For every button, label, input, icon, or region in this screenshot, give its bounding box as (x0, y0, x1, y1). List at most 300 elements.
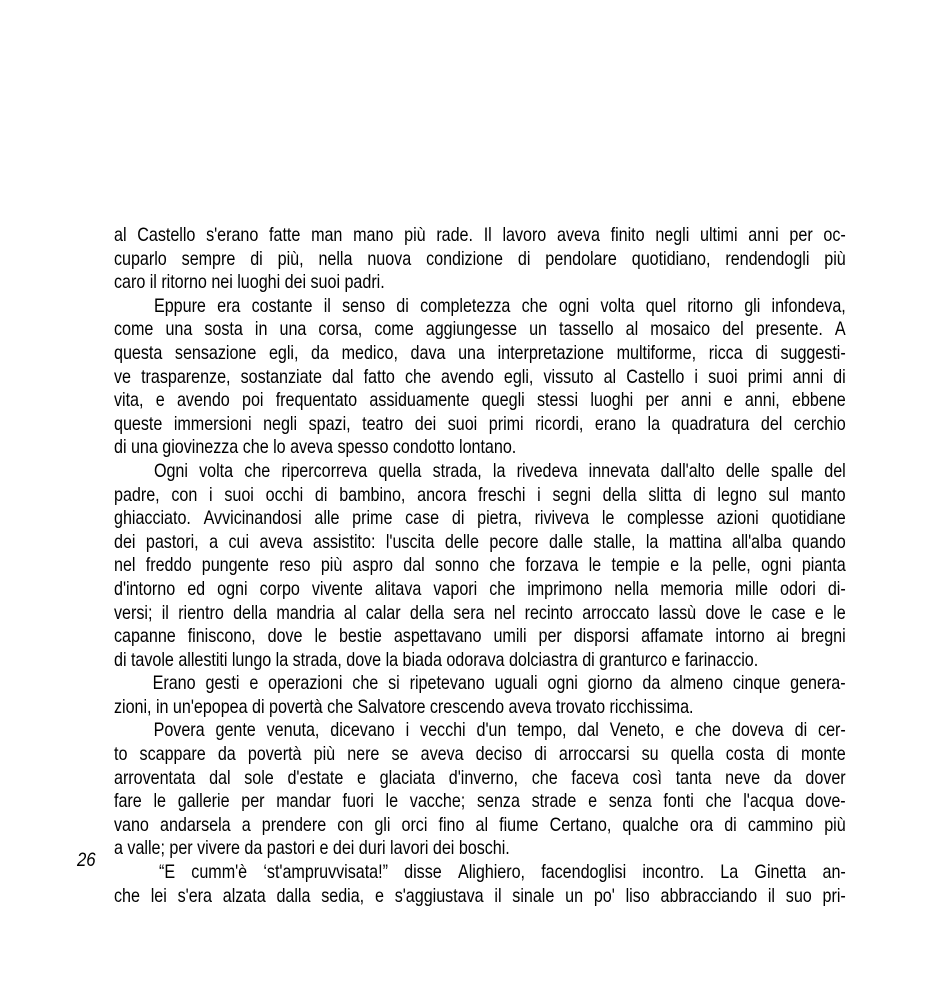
word: imprimono (527, 578, 603, 600)
word: d'estate (287, 767, 344, 789)
word: gli (744, 295, 761, 317)
word: reso (279, 555, 311, 577)
word: se (391, 744, 409, 766)
word: per (538, 626, 562, 648)
word: faceva (571, 767, 619, 789)
word: alle (314, 508, 340, 530)
word: genera- (790, 673, 846, 695)
word: primi (488, 413, 524, 435)
word: strada, (432, 460, 482, 482)
word: Castello (626, 366, 685, 388)
word: Erano (152, 673, 196, 695)
word: bregni (800, 626, 846, 648)
word: che (705, 791, 732, 813)
word: ora (689, 814, 714, 836)
word: che (489, 578, 516, 600)
word: la (492, 460, 506, 482)
word: di (724, 814, 737, 836)
paragraph (114, 460, 846, 672)
word: spazi, (308, 413, 351, 435)
word: più (824, 248, 846, 270)
word: quella (670, 744, 714, 766)
word: anni, (744, 390, 780, 412)
word: dal (209, 767, 231, 789)
body-text-column (114, 224, 846, 908)
word: sera (453, 602, 485, 624)
word: pietra, (477, 508, 522, 530)
paragraph (114, 672, 846, 719)
word: aspettavano (393, 626, 482, 648)
word: Veneto, (609, 720, 665, 742)
word: le (601, 508, 615, 530)
word: e (675, 720, 685, 742)
word: vacche; (409, 791, 466, 813)
word: sinale (512, 885, 555, 907)
word: s'aggiustava (394, 885, 484, 907)
word: ogni (547, 673, 578, 695)
word: una (165, 319, 193, 341)
word: vano (114, 814, 149, 836)
word: al (114, 225, 127, 246)
word: aveva (259, 531, 303, 553)
word: di (534, 744, 547, 766)
word: che (695, 720, 721, 742)
word: la (689, 555, 702, 577)
word: con (171, 484, 198, 506)
paragraph-indent (114, 861, 143, 885)
word: fare (114, 791, 142, 813)
word: intorno (715, 626, 765, 648)
word: cuparlo (114, 248, 167, 270)
text-line (114, 413, 846, 437)
word: to (114, 744, 128, 766)
word: ritorno (687, 295, 733, 317)
text-line (114, 625, 846, 649)
word: azioni (716, 508, 759, 530)
word: cammino (747, 814, 814, 836)
word: fatte (269, 225, 301, 246)
text-line (114, 837, 846, 861)
line-text: di tavole allestiti lungo la strada, dove la biada odorava dolciastra di granturco e farinaccio. (114, 649, 759, 671)
word: costante (251, 295, 313, 317)
word: del (760, 413, 783, 435)
word: di (517, 248, 531, 270)
word: prime (352, 508, 393, 530)
word: multiforme, (616, 342, 697, 364)
word: di (693, 484, 706, 506)
word: anni (748, 225, 779, 246)
word: ripetevano (409, 673, 485, 695)
word: nere (347, 744, 380, 766)
word: bestie (338, 626, 382, 648)
word: incontro. (642, 862, 705, 884)
word: che (352, 673, 379, 695)
word: avendo (176, 390, 230, 412)
word: sempre (181, 248, 236, 270)
word: sul (768, 484, 790, 506)
word: dove- (805, 791, 846, 813)
word: cerchio (793, 413, 846, 435)
text-line (114, 271, 846, 295)
word: ogni (217, 578, 248, 600)
word: dall'alto (660, 460, 715, 482)
word: al (343, 602, 357, 624)
word: negli (263, 413, 298, 435)
word: trasparenze, (141, 366, 231, 388)
word: dover (805, 767, 846, 789)
word: di (250, 248, 263, 270)
word: freddo (145, 555, 192, 577)
word: fuori (342, 791, 374, 813)
word: e (723, 390, 733, 412)
word: alitava (374, 578, 422, 600)
word: delle (725, 460, 760, 482)
word: senza (476, 791, 520, 813)
word: disporsi (573, 626, 630, 648)
text-line (114, 743, 846, 767)
word: di (755, 342, 768, 364)
paragraph (114, 719, 846, 861)
word: fonti (663, 791, 694, 813)
word: assiduamente (369, 390, 470, 412)
word: quella (378, 460, 422, 482)
word: quegli (481, 390, 525, 412)
word: Il (483, 225, 492, 246)
word: e (356, 767, 366, 789)
word: erano (594, 413, 637, 435)
word: vita, (114, 390, 144, 412)
word: egli, (268, 342, 299, 364)
word: orci (401, 814, 428, 836)
word: affamate (641, 626, 704, 648)
paragraph-indent (114, 672, 143, 696)
word: Avvicinandosi (203, 508, 302, 530)
word: monte (800, 744, 846, 766)
word: più (404, 225, 426, 246)
word: delle (444, 531, 479, 553)
word: più (320, 555, 343, 577)
word: stalle, (593, 531, 636, 553)
word: bambino, (339, 484, 406, 506)
word: dalla (276, 885, 311, 907)
word: da (642, 673, 661, 695)
word: Povera (153, 720, 205, 742)
word: immersioni (173, 413, 252, 435)
word: ai (776, 626, 790, 648)
word: freschi (478, 484, 526, 506)
word: e (374, 885, 384, 907)
text-line (114, 767, 846, 791)
word: facendoglisi (541, 862, 627, 884)
word: l'acqua (743, 791, 794, 813)
word: alzata (222, 885, 266, 907)
word: che (489, 555, 516, 577)
word: finito (610, 225, 645, 246)
word: suoi (224, 484, 254, 506)
word: una (458, 342, 485, 364)
word: nuova (367, 248, 412, 270)
word: povertà (247, 744, 302, 766)
text-line (114, 248, 846, 272)
word: gente (215, 720, 256, 742)
word: le (385, 791, 399, 813)
word: completezza (420, 295, 511, 317)
text-line (114, 460, 846, 484)
word: assistito: (312, 531, 376, 553)
word: forzava (525, 555, 579, 577)
word: quando (792, 531, 846, 553)
word: aggiungesse (425, 319, 517, 341)
word: glaciata (379, 767, 436, 789)
word: gallerie (177, 791, 230, 813)
word: dei (114, 531, 136, 553)
word: “E (158, 862, 176, 884)
page-number-folio: 26 (77, 850, 96, 871)
word: suoi (708, 366, 738, 388)
word: il (161, 602, 169, 624)
word: dava (410, 342, 446, 364)
word: di (396, 295, 409, 317)
word: nella (318, 248, 353, 270)
word: come (114, 319, 154, 341)
word: vecchi (420, 720, 466, 742)
word: una (279, 319, 307, 341)
word: dove (705, 602, 741, 624)
word: pastori, (145, 531, 199, 553)
word: Certano, (549, 814, 612, 836)
text-line (114, 861, 846, 885)
word: più (824, 814, 846, 836)
text-line (114, 531, 846, 555)
word: ancora (417, 484, 467, 506)
word: mille (734, 578, 769, 600)
word: più (313, 744, 336, 766)
paragraph-indent (114, 460, 143, 484)
text-line (114, 507, 846, 531)
word: man (311, 225, 343, 246)
paragraph (114, 295, 846, 460)
word: rendendogli (725, 248, 810, 270)
word: questa (114, 342, 163, 364)
word: cinque (732, 673, 781, 695)
word: prendere (261, 814, 327, 836)
text-line (114, 885, 846, 909)
word: le (588, 555, 602, 577)
word: s'era (177, 885, 212, 907)
word: mattina (668, 531, 722, 553)
word: le (314, 626, 327, 648)
word: interpretazione (497, 342, 604, 364)
line-text: a valle; per vivere da pastori e dei duri lavori dei boschi. (114, 838, 510, 860)
word: riviveva (534, 508, 590, 530)
word: doveva (731, 720, 784, 742)
word: d'intorno (114, 578, 176, 600)
word: ripercorreva (281, 460, 368, 482)
word: e (249, 673, 259, 695)
word: oc- (823, 225, 846, 246)
word: stessi (536, 390, 579, 412)
word: da (217, 744, 236, 766)
word: quel (645, 295, 677, 317)
word: capanne (114, 626, 176, 648)
word: per (789, 225, 813, 246)
word: che (404, 366, 431, 388)
word: Alighiero, (457, 862, 525, 884)
word: di (451, 508, 465, 530)
word: ricca (708, 342, 743, 364)
word: A (834, 319, 846, 341)
word: della (602, 484, 637, 506)
word: sonno (435, 555, 479, 577)
word: i (405, 720, 410, 742)
word: della (233, 602, 268, 624)
word: le (749, 602, 763, 624)
text-line (114, 554, 846, 578)
word: pianta (801, 555, 846, 577)
text-line (114, 790, 846, 814)
text-line (114, 342, 846, 366)
word: complesse (627, 508, 704, 530)
word: liso (625, 885, 650, 907)
word: recinto (524, 602, 573, 624)
word: giorno (587, 673, 633, 695)
line-text: caro il ritorno nei luoghi dei suoi padri. (114, 272, 385, 294)
text-line (114, 672, 846, 696)
word: a (209, 531, 219, 553)
word: suoi (447, 413, 478, 435)
word: Ginetta (754, 862, 807, 884)
word: e (814, 602, 824, 624)
word: pelle, (712, 555, 751, 577)
word: dove (267, 626, 303, 648)
word: arroventata (114, 767, 196, 789)
word: ‘st'ampruvvisata!” (263, 862, 388, 884)
word: di (794, 720, 808, 742)
word: di (833, 366, 846, 388)
word: da (773, 767, 792, 789)
word: tempie (611, 555, 660, 577)
word: arroccato (582, 602, 650, 624)
word: che (114, 885, 140, 907)
word: aveva (556, 225, 600, 246)
word: memoria (660, 578, 723, 600)
word: poi (242, 390, 264, 412)
word: nel (493, 602, 516, 624)
word: d'inverno, (448, 767, 519, 789)
word: di- (827, 578, 846, 600)
text-line (114, 696, 846, 720)
word: an- (822, 862, 846, 884)
word: i (694, 366, 698, 388)
word: i (209, 484, 213, 506)
word: cumm'è (191, 862, 248, 884)
word: ricordi, (535, 413, 584, 435)
word: ve (114, 366, 131, 388)
word: che (531, 767, 558, 789)
word: corsa, (318, 319, 363, 341)
word: uguali (494, 673, 538, 695)
word: La (720, 862, 739, 884)
word: con (337, 814, 364, 836)
word: del (722, 319, 744, 341)
word: lassù (658, 602, 697, 624)
word: volta (600, 295, 635, 317)
word: che (521, 295, 548, 317)
word: tassello (559, 319, 614, 341)
word: almeno (670, 673, 723, 695)
word: un (565, 885, 584, 907)
word: deciso (475, 744, 523, 766)
word: quotidiano, (631, 248, 711, 270)
text-line (114, 814, 846, 838)
word: cui (228, 531, 250, 553)
word: tanta (675, 767, 712, 789)
word: occhi (265, 484, 304, 506)
word: legno (717, 484, 757, 506)
text-line (114, 649, 846, 673)
word: mandria (276, 602, 335, 624)
word: e (155, 390, 165, 412)
word: disse (404, 862, 442, 884)
word: Eppure (153, 295, 206, 317)
word: anni (792, 366, 824, 388)
word: la (645, 531, 659, 553)
word: quotidiane (771, 508, 846, 530)
word: operazioni (268, 673, 343, 695)
word: aspro (352, 555, 393, 577)
word: suggesti- (780, 342, 846, 364)
word: gesti (205, 673, 240, 695)
text-line (114, 295, 846, 319)
line-text: zioni, in un'epopea di povertà che Salvatore crescendo aveva trovato ricchissima. (114, 696, 694, 718)
text-line (114, 224, 846, 248)
word: ed (187, 578, 206, 600)
text-line (114, 318, 846, 342)
word: strade (531, 791, 577, 813)
word: cer- (818, 720, 846, 742)
paragraph (114, 224, 846, 295)
word: al (603, 366, 617, 388)
word: dicevano (330, 720, 395, 742)
word: s'erano (206, 225, 259, 246)
word: neve (725, 767, 761, 789)
word: versi; (114, 602, 153, 624)
word: suo (785, 885, 812, 907)
word: scappare (139, 744, 206, 766)
word: aveva (420, 744, 464, 766)
word: il (494, 885, 502, 907)
word: pecore (489, 531, 539, 553)
word: gli (374, 814, 391, 836)
word: e (670, 555, 680, 577)
word: primi (747, 366, 783, 388)
word: più, (277, 248, 304, 270)
word: a (241, 814, 251, 836)
word: condizione (426, 248, 503, 270)
word: sostanziate (240, 366, 322, 388)
word: pendolare (545, 248, 617, 270)
word: per (645, 390, 669, 412)
word: pri- (822, 885, 846, 907)
word: un (529, 319, 547, 341)
text-line (114, 366, 846, 390)
word: rientro (178, 602, 224, 624)
word: avendo (441, 366, 494, 388)
paragraph-indent (114, 295, 143, 319)
word: ogni (761, 555, 792, 577)
word: medico, (341, 342, 398, 364)
word: sosta (204, 319, 243, 341)
